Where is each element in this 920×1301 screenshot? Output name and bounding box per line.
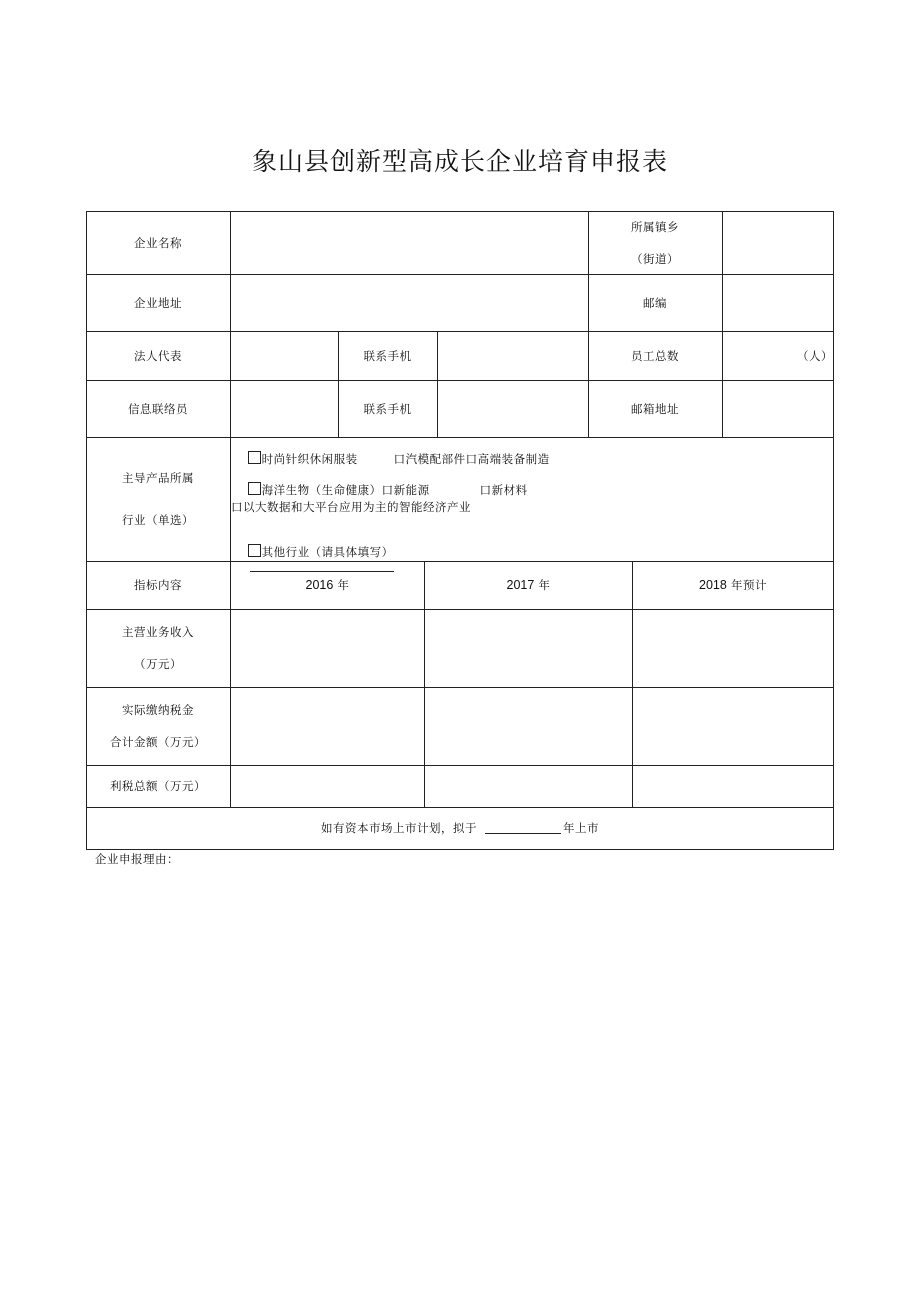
- option-label: 其他行业（请具体填写）: [261, 545, 394, 559]
- year-2018-number: 2018: [699, 578, 727, 592]
- form-title: 象山县创新型高成长企业培育申报表: [251, 147, 668, 176]
- industry-label-line1: 主导产品所属: [122, 471, 194, 485]
- tax-2017-field[interactable]: [425, 688, 632, 765]
- revenue-label-line2: （万元）: [134, 657, 182, 671]
- township-label-line1: 所属镇乡: [631, 219, 679, 234]
- employee-count-label: 员工总数: [631, 348, 679, 363]
- contact-phone2-label: 联系手机: [363, 401, 412, 416]
- revenue-label-line1: 主营业务收入: [122, 625, 194, 639]
- year-2018-suffix: 年预计: [730, 578, 767, 592]
- profit-tax-label: 利税总额（万元）: [110, 779, 206, 793]
- application-reason-label: 企业申报理由：: [95, 852, 179, 866]
- checkbox-icon[interactable]: [248, 451, 261, 464]
- industry-option-smart-economy[interactable]: 口以大数据和大平台应用为主的智能经济产业: [231, 500, 471, 514]
- postcode-field[interactable]: [723, 275, 833, 331]
- option-label: 口新材料: [479, 483, 528, 497]
- indicator-label: 指标内容: [134, 578, 182, 592]
- industry-label-line2: 行业（单选）: [122, 513, 194, 527]
- option-label: 时尚针织休闲服装: [261, 452, 358, 466]
- listing-plan-prefix: 如有资本市场上市计划，拟于: [321, 821, 477, 835]
- year-2017-number: 2017: [506, 578, 535, 592]
- email-label: 邮箱地址: [631, 401, 679, 416]
- contact-phone-field[interactable]: [438, 332, 588, 380]
- company-address-field[interactable]: [231, 275, 588, 331]
- year-2017-suffix: 年: [538, 578, 551, 592]
- tax-2016-field[interactable]: [231, 688, 424, 765]
- checkbox-icon[interactable]: [248, 482, 261, 495]
- year-2016-header: [231, 561, 424, 609]
- revenue-2018-field[interactable]: [633, 610, 833, 687]
- email-field[interactable]: [723, 381, 833, 437]
- liaison-field[interactable]: [231, 381, 338, 437]
- township-label-line2: （街道）: [631, 251, 679, 266]
- employee-count-field[interactable]: （人）: [797, 349, 833, 363]
- listing-year-blank[interactable]: [485, 823, 561, 834]
- company-name-field[interactable]: [231, 212, 588, 274]
- legal-rep-label: 法人代表: [134, 348, 182, 363]
- tax-label-line2: 合计金额（万元）: [110, 735, 206, 749]
- company-name-label: 企业名称: [134, 235, 182, 250]
- listing-plan-row: [86, 807, 834, 849]
- listing-plan-suffix: 年上市: [563, 821, 599, 835]
- legal-rep-field[interactable]: [231, 332, 338, 380]
- revenue-label: [86, 609, 230, 687]
- industry-label: [86, 437, 230, 561]
- year-2016-number: 2016: [305, 578, 334, 592]
- liaison-label: 信息联络员: [128, 401, 188, 416]
- company-address-label: 企业地址: [134, 295, 182, 310]
- year-2018-header: [633, 561, 833, 609]
- profit-tax-2017-field[interactable]: [425, 766, 632, 807]
- col-line: [833, 211, 834, 850]
- postcode-label: 邮编: [643, 295, 667, 310]
- tax-label-line1: 实际缴纳税金: [122, 703, 194, 717]
- checkbox-icon[interactable]: [248, 544, 261, 557]
- contact-phone2-field[interactable]: [438, 381, 588, 437]
- tax-label: [86, 687, 230, 765]
- row-line: [86, 849, 834, 850]
- option-label: 口汽模配部件口高端装备制造: [393, 452, 550, 466]
- year-2017-header: [425, 561, 632, 609]
- profit-tax-2016-field[interactable]: [231, 766, 424, 807]
- township-field[interactable]: [723, 212, 833, 274]
- tax-2018-field[interactable]: [633, 688, 833, 765]
- revenue-2017-field[interactable]: [425, 610, 632, 687]
- application-form-table: [86, 211, 834, 850]
- option-label: 海洋生物（生命健康）口新能源: [261, 483, 430, 497]
- year-2016-suffix: 年: [337, 578, 350, 592]
- revenue-2016-field[interactable]: [231, 610, 424, 687]
- profit-tax-2018-field[interactable]: [633, 766, 833, 807]
- contact-phone-label: 联系手机: [363, 348, 412, 363]
- township-label: [588, 211, 722, 274]
